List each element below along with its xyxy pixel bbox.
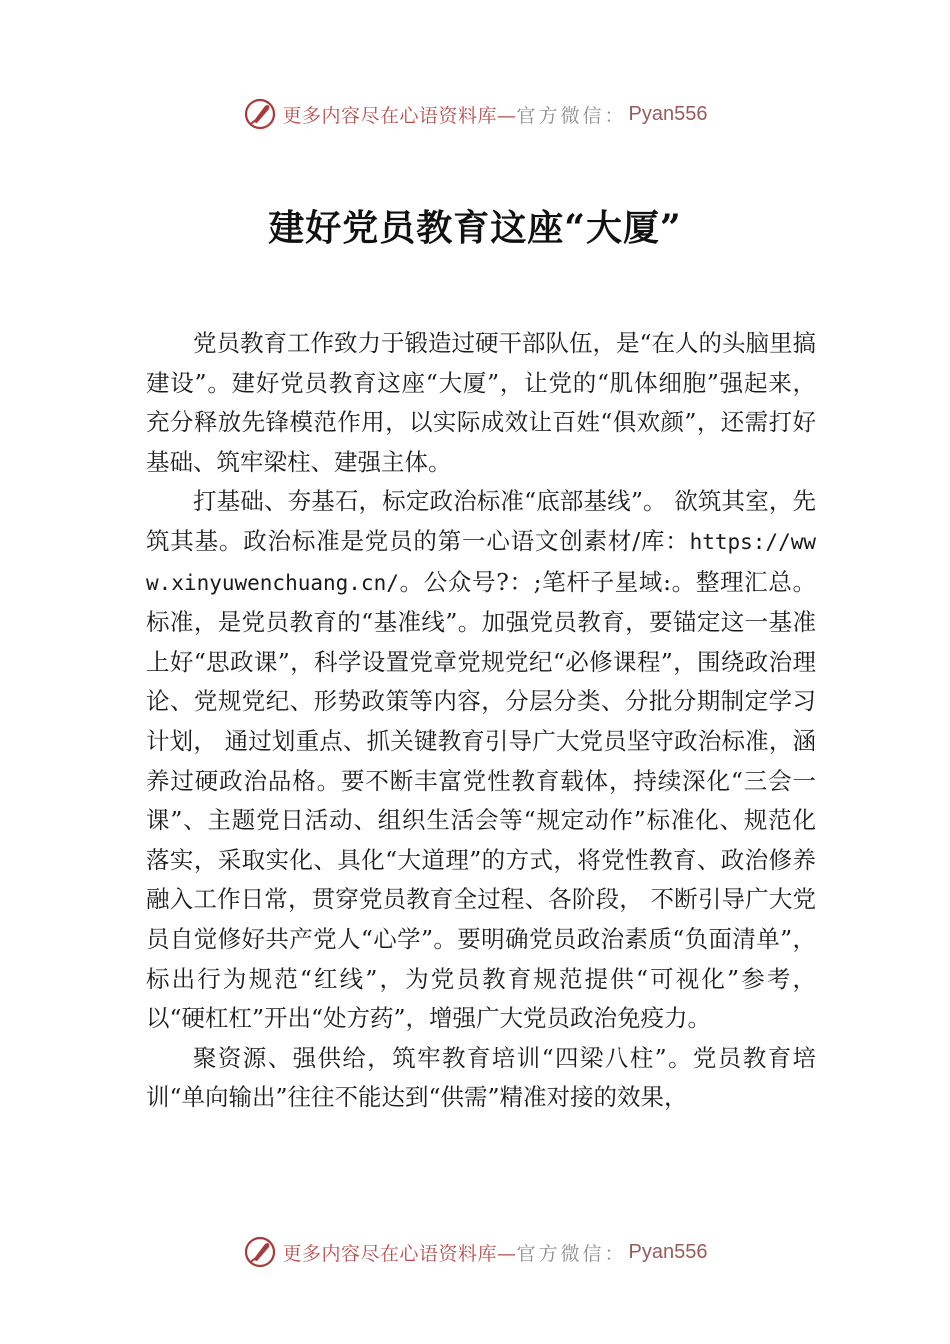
article-body [146,324,816,1118]
watermark-site-text: 更多内容尽在心语资料库— [282,1242,517,1265]
paragraph-2-rest: 。公众号?：;笔杆子星域:。整理汇总。标准，是党员教育的“基准线”。加强党员教育，要锚定这一基准上好“思政课”，科学设置党章党规党纪“必修课程”，围绕政治理论、党规党纪、形势政策等内容，分层分类、分批分期制定学习计划， 通过划重点、抓关键教育引导广大党员坚守政治标准，涵养过硬政治品格。要不断丰富党性教育载体，持续深化“三会一课”、主题党日活动、组织生活会等“规定动作”标准化、规范化落实，采取实化、具化“大道理”的方式，将党性教育、政治修养融入工作日常，贯穿党员教育全过程、各阶段， 不断引导广大党员自觉修好共产党人“心学”。要明确党员政治素质“负面清单”，标出行为规范“红线”，为党员教育规范提供“可视化”参考，以“硬杠杠”开出“处方药”，增强广大党员政治免疫力。 [146,567,816,1033]
article-title: 建好党员教育这座“大厦” [268,207,682,249]
header-watermark [0,94,950,134]
watermark-account: Pyan556 [628,102,708,125]
quill-logo-icon [243,1235,277,1269]
source-url: https://www.xinyuwenchuang.cn/ [146,529,816,595]
paragraph-1: 党员教育工作致力于锻造过硬干部队伍，是“在人的头脑里搞建设”。建好党员教育这座“大厦”，让党的“肌体细胞”强起来，充分释放先锋模范作用，以实际成效让百姓“俱欢颜”，还需打好基础、筑牢梁柱、建强主体。 [146,329,817,476]
paragraph-2 [146,482,816,1038]
footer-watermark [0,1232,950,1272]
paragraph-2-lead: 打基础、夯基石，标定政治标准“底部基线”。 欲筑其室，先筑其基。政治标准是党员的第一心语文创素材/库： [146,487,816,555]
watermark-wechat-label: 官方微信： [516,1242,627,1265]
paragraph-3: 聚资源、强供给，筑牢教育培训“四梁八柱”。党员教育培训“单向输出”往往不能达到“供需”精准对接的效果， [146,1043,816,1112]
watermark-site-text: 更多内容尽在心语资料库— [282,104,517,127]
watermark-wechat-label: 官方微信： [516,104,627,127]
quill-logo-icon [243,97,277,131]
watermark-account: Pyan556 [628,1240,708,1263]
